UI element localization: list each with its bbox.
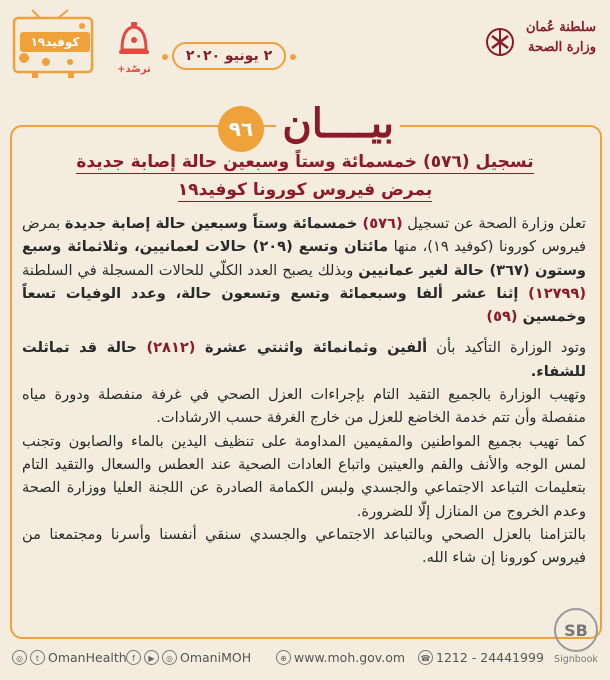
statement-body — [22, 212, 586, 569]
social-handle-moh[interactable]: f ▶ ◎ OmaniMOH — [126, 650, 251, 665]
paragraph-recoveries: وتود الوزارة التأكيد بأن ألفين وثمانمائة واثنتي عشرة (٢٨١٢) حالة قد تماثلت للشفاء. — [22, 339, 586, 380]
statement-number: ٩٦ — [218, 106, 264, 152]
website-link[interactable]: ⊕ www.moh.gov.om — [276, 650, 405, 665]
statement-word: بيــــان — [276, 102, 400, 146]
globe-icon: ⊕ — [276, 650, 291, 665]
paragraph-cases: تعلن وزارة الصحة عن تسجيل (٥٧٦) خمسمائة وستاً وسبعين حالة إصابة جديدة بمرض فيروس كورونا (كوفيد ١٩)، منها مائتان وتسع (٢٠٩) حالات لعمانيين، وثلاثمائة وسبع وستون (٣٦٧) حالة لغير عمانيين وبذلك يصبح العدد الكلّي للحالات المسجلة في السلطنة (١٢٧٩٩) إثنا عشر ألفا وسبعمائة وتسع وتسعون حالة، وعدد الوفيات تسعاً وخمسين (٥٩) — [22, 215, 586, 326]
bell-icon — [116, 20, 152, 60]
paragraph-isolation: وتهيب الوزارة بالجميع التقيد التام بإجراءات العزل الصحي في غرفة منفصلة ودورة مياه منفصلة وأن تتم خدمة الخاضع للعزل من خارج الغرفة حسب الارشادات. — [22, 386, 586, 427]
tarassud-logo — [112, 20, 156, 78]
paragraph-closing: بالتزامنا بالعزل الصحي وبالتباعد الاجتماعي والجسدي سنقي أنفسنا وأسرنا ومجتمعنا من فيروس كورونا إن شاء الله. — [22, 525, 586, 567]
signbook-label: Signbook — [554, 654, 598, 665]
instagram-icon: ◎ — [162, 650, 177, 665]
subtitle-line-1: تسجيل (٥٧٦) خمسمائة وستاً وسبعين حالة إصابة جديدة — [76, 152, 534, 172]
instagram-icon: ◎ — [12, 650, 27, 665]
social-handle-health[interactable]: ◎ t OmanHealth — [12, 650, 127, 665]
covid-label: كوفيد١٩ — [20, 32, 90, 52]
date-badge: ٢ يونيو ٢٠٢٠ — [172, 42, 286, 70]
header — [0, 0, 610, 100]
subtitle-line-2: بمرض فيروس كورونا كوفيد١٩ — [177, 180, 433, 200]
footer — [0, 612, 610, 680]
statement-title — [0, 98, 610, 158]
signbook-logo — [548, 608, 604, 674]
oman-seal-icon — [470, 16, 522, 68]
facebook-icon: f — [126, 650, 141, 665]
phone-icon: ☎ — [418, 650, 433, 665]
paragraph-hygiene: كما تهيب بجميع المواطنين والمقيمين المداومة على تنظيف اليدين بالماء والصابون وتجنب لمس الوجه والأنف والفم والعينين واتباع العادات الصحية عند العطس والسعال والتقيد التام بتعليمات التباعد الاجتماعي والجسدي ولبس الكمامة الصادرة عن اللجنة العليا ووزارة الصحة وعدم الخروج من المنازل إلّا للضرورة. — [22, 432, 586, 520]
youtube-icon: ▶ — [144, 650, 159, 665]
ministry-name: سلطنة عُمان وزارة الصحة — [525, 20, 596, 55]
phone-number[interactable]: ☎ 1212 - 24441999 — [418, 650, 544, 665]
tarassud-label: ترصّد+ — [117, 64, 151, 75]
ministry-logo — [466, 12, 596, 72]
twitter-icon: t — [30, 650, 45, 665]
covid-tv-logo — [10, 8, 96, 80]
signbook-mark: SB — [554, 608, 598, 652]
